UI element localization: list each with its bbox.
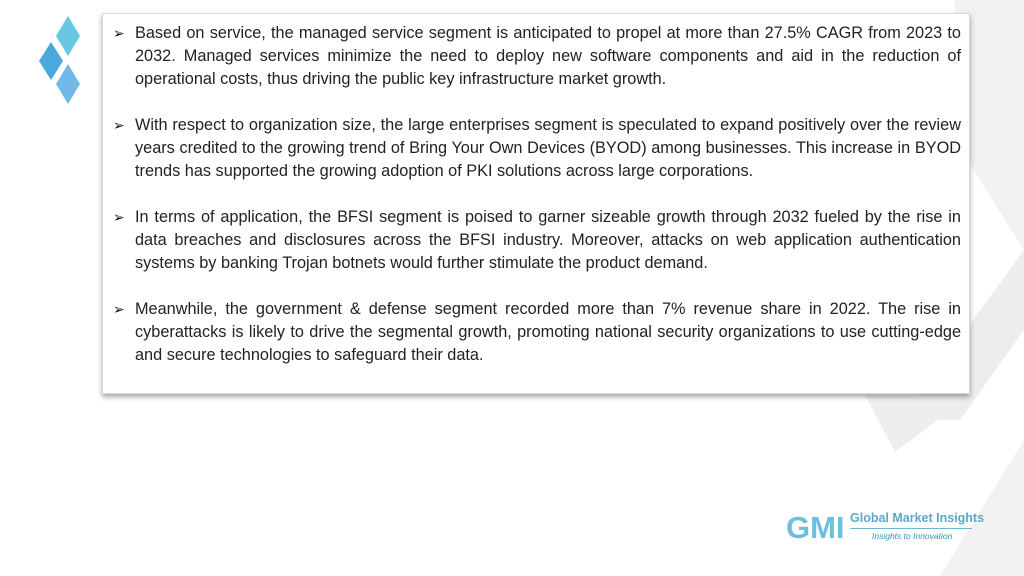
bullet-item: [113, 298, 961, 367]
bullet-text: Based on service, the managed service segment is anticipated to propel at more than 27.5% CAGR from 2023 to 2032. Managed services minimize the need to deploy new software components and aid in the reduction of operational costs, thus driving the public key infrastructure market growth.: [135, 24, 961, 88]
gmi-logo-mark: [786, 508, 848, 544]
bullet-item: [113, 114, 961, 183]
arrowhead-bullet-icon: ➢: [113, 209, 125, 225]
bullet-text: With respect to organization size, the large enterprises segment is speculated to expand positively over the review years credited to the growing trend of Bring Your Own Devices (BYOD) among businesses. This increase in BYOD trends has supported the growing adoption of PKI solutions across large corporations.: [135, 116, 961, 180]
logo-divider: [850, 528, 972, 529]
arrowhead-bullet-icon: ➢: [113, 301, 125, 317]
bullet-item: [113, 206, 961, 275]
bullet-item: [113, 22, 961, 91]
logo-company-name: Global Market Insights: [850, 511, 985, 525]
bullet-text: Meanwhile, the government & defense segment recorded more than 7% revenue share in 2022. The rise in cyberattacks is likely to drive the segmental growth, promoting national security organizations to use cutting-edge and secure technologies to safeguard their data.: [135, 300, 961, 364]
logo-letters: GMI: [786, 510, 845, 544]
arrowhead-bullet-icon: ➢: [113, 25, 125, 41]
logo-tagline: Insights to Innovation: [872, 531, 953, 541]
gmi-logo: [786, 508, 985, 548]
arrowhead-bullet-icon: ➢: [113, 117, 125, 133]
bullet-text: In terms of application, the BFSI segment is poised to garner sizeable growth through 2032 fueled by the rise in data breaches and disclosures across the BFSI industry. Moreover, attacks on web application authentication systems by banking Trojan botnets would further stimulate the product demand.: [135, 208, 961, 272]
bullet-list: [113, 22, 961, 367]
diamond-cluster-icon: [36, 14, 84, 108]
content-card: [102, 13, 970, 394]
